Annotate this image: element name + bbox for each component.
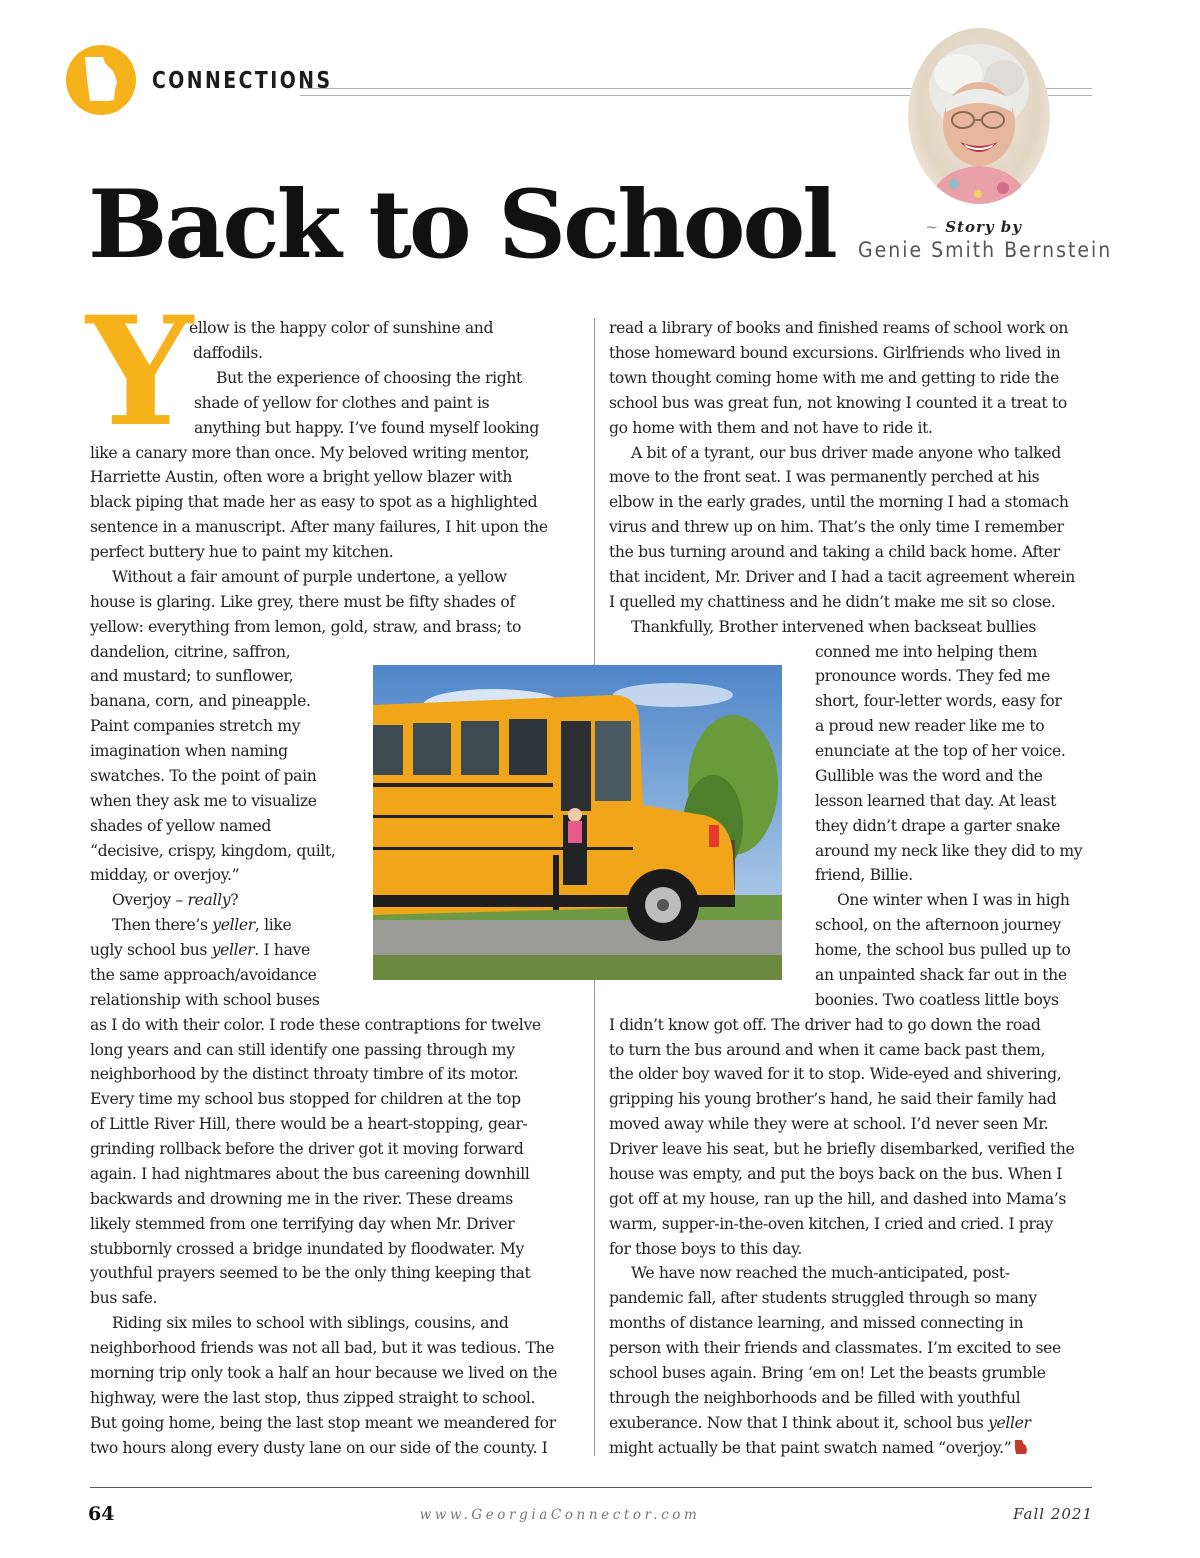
- text-line: short, four-letter words, easy for: [815, 692, 1062, 710]
- text-span: . I have: [254, 941, 310, 959]
- text-line: But going home, being the last stop meant we meandered for: [90, 1414, 556, 1432]
- text-span: might actually be that paint swatch named “overjoy.”: [609, 1439, 1012, 1457]
- text-line: ellow is the happy color of sunshine and: [189, 319, 494, 337]
- georgia-end-mark-icon: [1014, 1440, 1027, 1454]
- text-line: I didn’t know got off. The driver had to go down the road: [609, 1016, 1041, 1034]
- text-line: imagination when naming: [90, 742, 288, 760]
- text-line: an unpainted shack far out in the: [815, 966, 1067, 984]
- section-label: CONNECTIONS: [152, 68, 333, 94]
- text-span: exuberance. Now that I think about it, school bus: [609, 1414, 989, 1432]
- georgia-state-icon: [83, 56, 119, 102]
- text-line: likely stemmed from one terrifying day when Mr. Driver: [90, 1215, 515, 1233]
- text-line: warm, supper-in-the-oven kitchen, I cried and cried. I pray: [609, 1215, 1054, 1233]
- text-line: school, on the afternoon journey: [815, 916, 1061, 934]
- italic-span: really: [187, 891, 231, 909]
- text-line: youthful prayers seemed to be the only thing keeping that: [90, 1264, 531, 1282]
- article-title: Back to School: [88, 170, 835, 280]
- text-line: conned me into helping them: [815, 643, 1038, 661]
- text-line: anything but happy. I’ve found myself looking: [194, 419, 539, 437]
- text-line: house was empty, and put the boys back on the bus. When I: [609, 1165, 1063, 1183]
- text-line: swatches. To the point of pain: [90, 767, 317, 785]
- text-span: Overjoy –: [112, 891, 188, 909]
- byline-label-text: Story by: [945, 218, 1022, 236]
- text-line: morning trip only took a half an hour because we lived on the: [90, 1364, 557, 1382]
- text-line: black piping that made her as easy to spot as a highlighted: [90, 493, 538, 511]
- text-line: pronounce words. They fed me: [815, 667, 1050, 685]
- text-line: months of distance learning, and missed connecting in: [609, 1314, 1024, 1332]
- text-line: dandelion, citrine, saffron,: [90, 643, 291, 661]
- text-line: Paint companies stretch my: [90, 717, 301, 735]
- text-line: Riding six miles to school with siblings, cousins, and: [112, 1314, 509, 1332]
- text-line: midday, or overjoy.”: [90, 866, 240, 884]
- text-line: virus and threw up on him. That’s the only time I remember: [609, 518, 1064, 536]
- text-span: , like: [254, 916, 292, 934]
- text-line: A bit of a tyrant, our bus driver made anyone who talked: [631, 444, 1061, 462]
- text-line: town thought coming home with me and getting to ride the: [609, 369, 1059, 387]
- text-line: daffodils.: [193, 344, 263, 362]
- text-line: gripping his young brother’s hand, he said their family had: [609, 1090, 1057, 1108]
- italic-span: yeller: [212, 916, 255, 934]
- text-line: enunciate at the top of her voice.: [815, 742, 1066, 760]
- text-line: perfect buttery hue to paint my kitchen.: [90, 543, 394, 561]
- text-line: lesson learned that day. At least: [815, 792, 1056, 810]
- text-line: [609, 1411, 1031, 1436]
- text-line: and mustard; to sunflower,: [90, 667, 294, 685]
- text-line: home, the school bus pulled up to: [815, 941, 1071, 959]
- text-line: through the neighborhoods and be filled with youthful: [609, 1389, 1021, 1407]
- text-line: Thankfully, Brother intervened when backseat bullies: [631, 618, 1037, 636]
- text-line: Every time my school bus stopped for children at the top: [90, 1090, 521, 1108]
- text-line: long years and can still identify one passing through my: [90, 1041, 515, 1059]
- byline-tilde: ~: [925, 218, 939, 236]
- text-line: Driver leave his seat, but he briefly disembarked, verified the: [609, 1140, 1075, 1158]
- text-line: grinding rollback before the driver got it moving forward: [90, 1140, 524, 1158]
- website-url[interactable]: www.GeorgiaConnector.com: [419, 1507, 701, 1523]
- text-line: shades of yellow named: [90, 817, 271, 835]
- text-line: stubbornly crossed a bridge inundated by floodwater. My: [90, 1240, 524, 1258]
- issue-label: Fall 2021: [1013, 1505, 1093, 1523]
- text-line: [90, 938, 310, 963]
- text-line: they didn’t drape a garter snake: [815, 817, 1061, 835]
- text-span: ?: [230, 891, 239, 909]
- italic-span: yeller: [211, 941, 255, 959]
- text-line: boonies. Two coatless little boys: [815, 991, 1059, 1009]
- text-line: two hours along every dusty lane on our side of the county. I: [90, 1439, 548, 1457]
- text-line: the older boy waved for it to stop. Wide-eyed and shivering,: [609, 1065, 1062, 1083]
- text-line: elbow in the early grades, until the morning I had a stomach: [609, 493, 1069, 511]
- text-line: when they ask me to visualize: [90, 792, 317, 810]
- text-line: One winter when I was in high: [837, 891, 1070, 909]
- text-line: the same approach/avoidance: [90, 966, 317, 984]
- text-line: as I do with their color. I rode these contraptions for twelve: [90, 1016, 541, 1034]
- page-number: 64: [88, 1503, 115, 1525]
- text-line: Gullible was the word and the: [815, 767, 1043, 785]
- text-line: Harriette Austin, often wore a bright yellow blazer with: [90, 468, 513, 486]
- text-line: relationship with school buses: [90, 991, 320, 1009]
- text-line: that incident, Mr. Driver and I had a tacit agreement wherein: [609, 568, 1075, 586]
- text-line: the bus turning around and taking a child back home. After: [609, 543, 1060, 561]
- text-line: [90, 888, 238, 913]
- text-line: neighborhood by the distinct throaty timbre of its motor.: [90, 1065, 519, 1083]
- text-line: to turn the bus around and when it came back past them,: [609, 1041, 1046, 1059]
- text-line: person with their friends and classmates. I’m excited to see: [609, 1339, 1061, 1357]
- author-photo: [908, 28, 1050, 204]
- text-line: friend, Billie.: [815, 866, 913, 884]
- text-line: for those boys to this day.: [609, 1240, 802, 1258]
- text-line: moved away while they were at school. I’d never seen Mr.: [609, 1115, 1049, 1133]
- text-line: pandemic fall, after students struggled through so many: [609, 1289, 1037, 1307]
- text-line: [90, 913, 291, 938]
- text-line: Without a fair amount of purple undertone, a yellow: [112, 568, 507, 586]
- text-line: those homeward bound excursions. Girlfriends who lived in: [609, 344, 1061, 362]
- text-line: go home with them and not have to ride it.: [609, 419, 933, 437]
- school-bus-photo: [373, 665, 782, 980]
- text-line: shade of yellow for clothes and paint is: [194, 394, 490, 412]
- text-line: move to the front seat. I was permanently perched at his: [609, 468, 1040, 486]
- byline-label: [860, 218, 1022, 236]
- text-line: school buses again. Bring ‘em on! Let the beasts grumble: [609, 1364, 1046, 1382]
- connections-badge: [66, 45, 136, 115]
- footer-rule: [90, 1487, 1092, 1488]
- text-span: ugly school bus: [90, 941, 212, 959]
- text-line: again. I had nightmares about the bus careening downhill: [90, 1165, 530, 1183]
- text-line: We have now reached the much-anticipated, post-: [631, 1264, 1010, 1282]
- text-line: of Little River Hill, there would be a heart-stopping, gear-: [90, 1115, 528, 1133]
- text-span: Then there’s: [112, 916, 213, 934]
- text-line: bus safe.: [90, 1289, 158, 1307]
- text-line: around my neck like they did to my: [815, 842, 1083, 860]
- text-line: like a canary more than once. My beloved writing mentor,: [90, 444, 530, 462]
- author-name: Genie Smith Bernstein: [858, 238, 1113, 262]
- text-line: But the experience of choosing the right: [216, 369, 522, 387]
- text-line: a proud new reader like me to: [815, 717, 1045, 735]
- text-line: “decisive, crispy, kingdom, quilt,: [90, 842, 336, 860]
- text-line: banana, corn, and pineapple.: [90, 692, 311, 710]
- text-line: neighborhood friends was not all bad, but it was tedious. The: [90, 1339, 555, 1357]
- text-line: yellow: everything from lemon, gold, straw, and brass; to: [90, 618, 522, 636]
- text-line: highway, were the last stop, thus zipped straight to school.: [90, 1389, 536, 1407]
- text-line: [609, 1436, 1027, 1461]
- drop-cap: Y: [86, 284, 194, 460]
- text-line: I quelled my chattiness and he didn’t make me sit so close.: [609, 593, 1056, 611]
- text-line: backwards and drowning me in the river. These dreams: [90, 1190, 513, 1208]
- text-line: got off at my house, ran up the hill, and dashed into Mama’s: [609, 1190, 1067, 1208]
- text-line: sentence in a manuscript. After many failures, I hit upon the: [90, 518, 548, 536]
- text-line: school bus was great fun, not knowing I counted it a treat to: [609, 394, 1067, 412]
- italic-span: yeller: [988, 1414, 1031, 1432]
- text-line: read a library of books and finished reams of school work on: [609, 319, 1069, 337]
- text-line: house is glaring. Like grey, there must be fifty shades of: [90, 593, 515, 611]
